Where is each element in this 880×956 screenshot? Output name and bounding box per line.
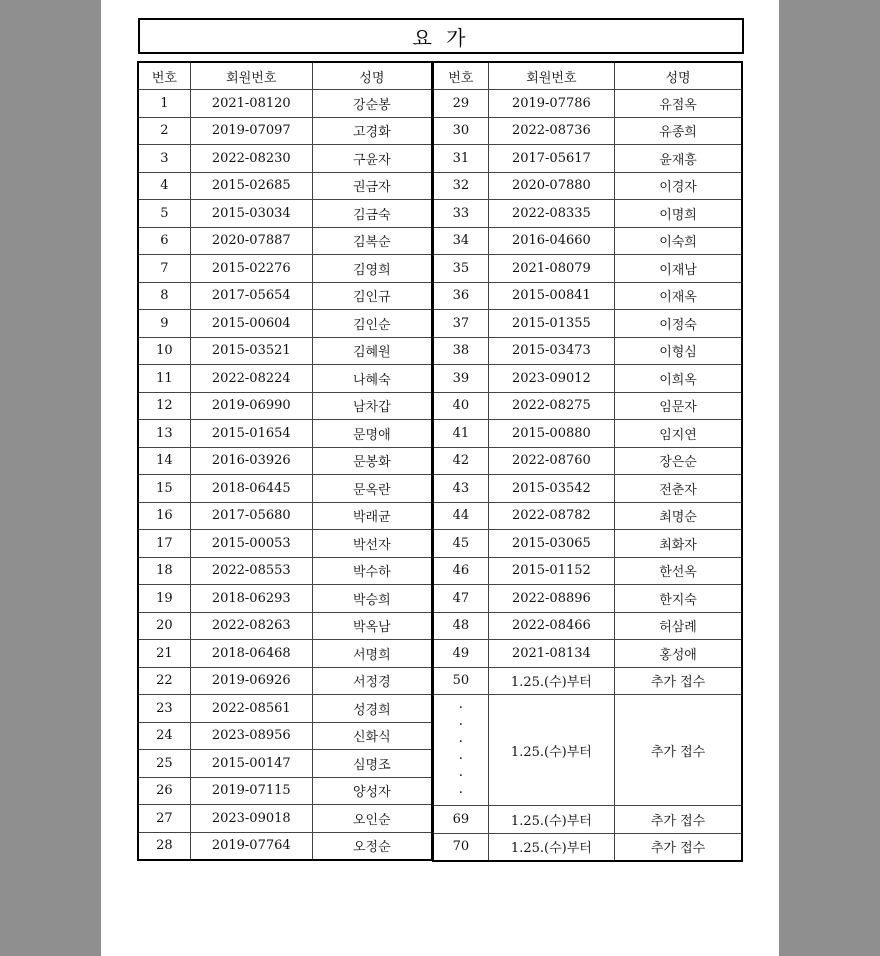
row-number: 2 (138, 117, 190, 145)
row-number: 36 (433, 282, 488, 310)
member-name: 최명순 (615, 502, 742, 530)
member-id: 2017-05654 (190, 282, 312, 310)
member-id: 2019-06990 (190, 392, 312, 420)
member-id: 2015-00841 (488, 282, 614, 310)
open-date: 1.25.(수)부터 (488, 667, 614, 695)
open-note: 추가 접수 (615, 667, 742, 695)
member-id: 2022-08466 (488, 612, 614, 640)
open-note: 추가 접수 (615, 833, 742, 861)
member-id: 2018-06468 (190, 640, 312, 668)
table-row (138, 117, 432, 145)
member-name: 심명조 (312, 750, 432, 778)
ellipsis-dot: · (458, 699, 464, 716)
row-number: 70 (433, 833, 488, 861)
row-number: 13 (138, 420, 190, 448)
member-name: 김혜원 (312, 337, 432, 365)
header-row (433, 62, 742, 90)
row-number: 15 (138, 475, 190, 503)
member-id: 2015-00147 (190, 750, 312, 778)
ellipsis-dot: · (458, 750, 464, 767)
member-id: 2017-05617 (488, 145, 614, 173)
table-row (433, 612, 742, 640)
table-row (433, 447, 742, 475)
member-name: 강순봉 (312, 90, 432, 118)
row-number: 7 (138, 255, 190, 283)
member-name: 전춘자 (615, 475, 742, 503)
member-id: 2023-09018 (190, 805, 312, 833)
member-id: 2021-08079 (488, 255, 614, 283)
member-name: 문옥란 (312, 475, 432, 503)
open-slot-row (433, 667, 742, 695)
table-row (138, 365, 432, 393)
row-number: 5 (138, 200, 190, 228)
ellipsis-dot: · (458, 716, 464, 733)
row-number: 34 (433, 227, 488, 255)
member-id: 2022-08224 (190, 365, 312, 393)
table-row (138, 722, 432, 750)
open-note: 추가 접수 (615, 806, 742, 834)
table-row (138, 667, 432, 695)
member-id: 2015-01152 (488, 557, 614, 585)
table-row (433, 475, 742, 503)
row-number: 6 (138, 227, 190, 255)
table-row (433, 557, 742, 585)
row-number: 30 (433, 117, 488, 145)
table-row (433, 392, 742, 420)
row-number: 44 (433, 502, 488, 530)
row-number: 40 (433, 392, 488, 420)
member-name: 이형심 (615, 337, 742, 365)
member-id: 2015-03473 (488, 337, 614, 365)
row-number: 19 (138, 585, 190, 613)
member-name: 이경자 (615, 172, 742, 200)
member-name: 이재남 (615, 255, 742, 283)
member-name: 신화식 (312, 722, 432, 750)
table-row (433, 227, 742, 255)
member-name: 양성자 (312, 777, 432, 805)
member-id: 2018-06445 (190, 475, 312, 503)
member-id: 2015-03542 (488, 475, 614, 503)
row-number: 23 (138, 695, 190, 723)
row-number: 18 (138, 557, 190, 585)
row-number: 20 (138, 612, 190, 640)
member-name: 박래균 (312, 502, 432, 530)
open-slots-body (433, 667, 742, 861)
member-name: 박선자 (312, 530, 432, 558)
table-row (433, 90, 742, 118)
member-id: 2018-06293 (190, 585, 312, 613)
table-row (433, 502, 742, 530)
member-id: 2022-08335 (488, 200, 614, 228)
row-number: 9 (138, 310, 190, 338)
row-number: 22 (138, 667, 190, 695)
table-row (138, 502, 432, 530)
member-name: 문봉화 (312, 447, 432, 475)
table-row (138, 337, 432, 365)
member-id: 2019-06926 (190, 667, 312, 695)
member-id: 2021-08134 (488, 640, 614, 668)
table-row (433, 255, 742, 283)
row-number: 25 (138, 750, 190, 778)
header-row (138, 62, 432, 90)
table-row (138, 777, 432, 805)
member-id: 2015-01355 (488, 310, 614, 338)
open-slot-row (433, 806, 742, 834)
table-row (433, 172, 742, 200)
row-number: 41 (433, 420, 488, 448)
row-number: 4 (138, 172, 190, 200)
table-row (433, 640, 742, 668)
open-date: 1.25.(수)부터 (488, 695, 614, 806)
member-id: 2022-08230 (190, 145, 312, 173)
roster-table-right (432, 61, 743, 862)
row-number: 17 (138, 530, 190, 558)
row-number: 16 (138, 502, 190, 530)
table-row (138, 475, 432, 503)
row-number: 32 (433, 172, 488, 200)
table-row (138, 557, 432, 585)
roster-table-left (137, 61, 433, 861)
member-id: 2022-08561 (190, 695, 312, 723)
roster-body-left (138, 90, 432, 861)
member-name: 이정숙 (615, 310, 742, 338)
member-name: 최화자 (615, 530, 742, 558)
member-id: 2015-03065 (488, 530, 614, 558)
member-id: 2020-07880 (488, 172, 614, 200)
row-number: 37 (433, 310, 488, 338)
page-title: 요 가 (138, 18, 744, 54)
member-id: 2015-02276 (190, 255, 312, 283)
member-id: 2021-08120 (190, 90, 312, 118)
header-no: 번호 (433, 62, 488, 90)
row-number: 38 (433, 337, 488, 365)
member-id: 2015-00053 (190, 530, 312, 558)
member-id: 2022-08275 (488, 392, 614, 420)
table-row (433, 117, 742, 145)
member-name: 한지숙 (615, 585, 742, 613)
row-number: 12 (138, 392, 190, 420)
member-name: 이희옥 (615, 365, 742, 393)
table-row (433, 585, 742, 613)
header-name: 성명 (615, 62, 742, 90)
document-page (101, 0, 779, 956)
member-id: 2019-07115 (190, 777, 312, 805)
table-row (433, 200, 742, 228)
member-name: 서정경 (312, 667, 432, 695)
member-id: 2019-07786 (488, 90, 614, 118)
member-name: 박승희 (312, 585, 432, 613)
member-name: 장은순 (615, 447, 742, 475)
member-name: 김인규 (312, 282, 432, 310)
table-row (433, 282, 742, 310)
table-row (433, 530, 742, 558)
row-number: 8 (138, 282, 190, 310)
table-row (433, 310, 742, 338)
table-row (138, 695, 432, 723)
member-id: 2015-02685 (190, 172, 312, 200)
row-number: 48 (433, 612, 488, 640)
table-row (138, 310, 432, 338)
row-number: 35 (433, 255, 488, 283)
header-no: 번호 (138, 62, 190, 90)
roster-body-right (433, 90, 742, 668)
table-row (138, 447, 432, 475)
member-name: 박옥남 (312, 612, 432, 640)
member-name: 임지연 (615, 420, 742, 448)
member-id: 2022-08263 (190, 612, 312, 640)
member-id: 2015-00880 (488, 420, 614, 448)
member-id: 2020-07887 (190, 227, 312, 255)
row-number: 47 (433, 585, 488, 613)
member-id: 2022-08553 (190, 557, 312, 585)
open-date: 1.25.(수)부터 (488, 833, 614, 861)
member-name: 오인순 (312, 805, 432, 833)
row-number: 49 (433, 640, 488, 668)
table-row (138, 172, 432, 200)
member-name: 김금숙 (312, 200, 432, 228)
row-number: 33 (433, 200, 488, 228)
member-name: 권금자 (312, 172, 432, 200)
table-row (433, 420, 742, 448)
member-name: 오정순 (312, 832, 432, 860)
table-row (138, 420, 432, 448)
member-id: 2019-07097 (190, 117, 312, 145)
member-name: 윤재흥 (615, 145, 742, 173)
member-id: 2022-08760 (488, 447, 614, 475)
member-id: 2016-03926 (190, 447, 312, 475)
ellipsis-dot: · (458, 733, 464, 750)
member-id: 2016-04660 (488, 227, 614, 255)
table-row (138, 227, 432, 255)
table-row (433, 365, 742, 393)
member-id: 2017-05680 (190, 502, 312, 530)
row-number: 11 (138, 365, 190, 393)
row-number: 26 (138, 777, 190, 805)
member-name: 박수하 (312, 557, 432, 585)
member-name: 문명애 (312, 420, 432, 448)
member-name: 남차갑 (312, 392, 432, 420)
row-number: 39 (433, 365, 488, 393)
member-id: 2015-03521 (190, 337, 312, 365)
member-name: 임문자 (615, 392, 742, 420)
member-name: 이명희 (615, 200, 742, 228)
table-row (138, 530, 432, 558)
row-number: 10 (138, 337, 190, 365)
member-id: 2022-08736 (488, 117, 614, 145)
member-name: 성경희 (312, 695, 432, 723)
table-row (138, 282, 432, 310)
member-name: 고경화 (312, 117, 432, 145)
member-name: 구윤자 (312, 145, 432, 173)
open-slot-range-row (433, 695, 742, 806)
row-number: 3 (138, 145, 190, 173)
row-number: 1 (138, 90, 190, 118)
row-number: 45 (433, 530, 488, 558)
member-id: 2015-03034 (190, 200, 312, 228)
member-name: 이재옥 (615, 282, 742, 310)
member-id: 2019-07764 (190, 832, 312, 860)
ellipsis-cell (433, 695, 488, 806)
table-row (138, 640, 432, 668)
member-id: 2023-09012 (488, 365, 614, 393)
row-number: 14 (138, 447, 190, 475)
member-name: 김인순 (312, 310, 432, 338)
member-name: 서명희 (312, 640, 432, 668)
member-name: 홍성애 (615, 640, 742, 668)
header-member-id: 회원번호 (190, 62, 312, 90)
row-number: 43 (433, 475, 488, 503)
member-id: 2022-08782 (488, 502, 614, 530)
row-number: 24 (138, 722, 190, 750)
row-number: 42 (433, 447, 488, 475)
row-number: 29 (433, 90, 488, 118)
row-number: 46 (433, 557, 488, 585)
row-number: 21 (138, 640, 190, 668)
header-name: 성명 (312, 62, 432, 90)
table-row (433, 145, 742, 173)
table-row (433, 337, 742, 365)
row-number: 69 (433, 806, 488, 834)
row-number: 50 (433, 667, 488, 695)
table-row (138, 612, 432, 640)
member-name: 김영희 (312, 255, 432, 283)
member-id: 2022-08896 (488, 585, 614, 613)
open-date: 1.25.(수)부터 (488, 806, 614, 834)
table-row (138, 255, 432, 283)
table-row (138, 585, 432, 613)
table-row (138, 392, 432, 420)
ellipsis-dot: · (458, 784, 464, 801)
member-id: 2015-00604 (190, 310, 312, 338)
member-name: 한선옥 (615, 557, 742, 585)
member-id: 2023-08956 (190, 722, 312, 750)
open-slot-row (433, 833, 742, 861)
table-row (138, 145, 432, 173)
member-id: 2015-01654 (190, 420, 312, 448)
row-number: 27 (138, 805, 190, 833)
table-row (138, 750, 432, 778)
member-name: 유종희 (615, 117, 742, 145)
table-row (138, 805, 432, 833)
open-note: 추가 접수 (615, 695, 742, 806)
header-member-id: 회원번호 (488, 62, 614, 90)
table-row (138, 200, 432, 228)
ellipsis-dot: · (458, 767, 464, 784)
member-name: 유점옥 (615, 90, 742, 118)
table-row (138, 90, 432, 118)
vertical-ellipsis (434, 701, 488, 800)
table-row (138, 832, 432, 860)
member-name: 나혜숙 (312, 365, 432, 393)
member-name: 허삼례 (615, 612, 742, 640)
row-number: 28 (138, 832, 190, 860)
member-name: 김복순 (312, 227, 432, 255)
member-name: 이숙희 (615, 227, 742, 255)
row-number: 31 (433, 145, 488, 173)
